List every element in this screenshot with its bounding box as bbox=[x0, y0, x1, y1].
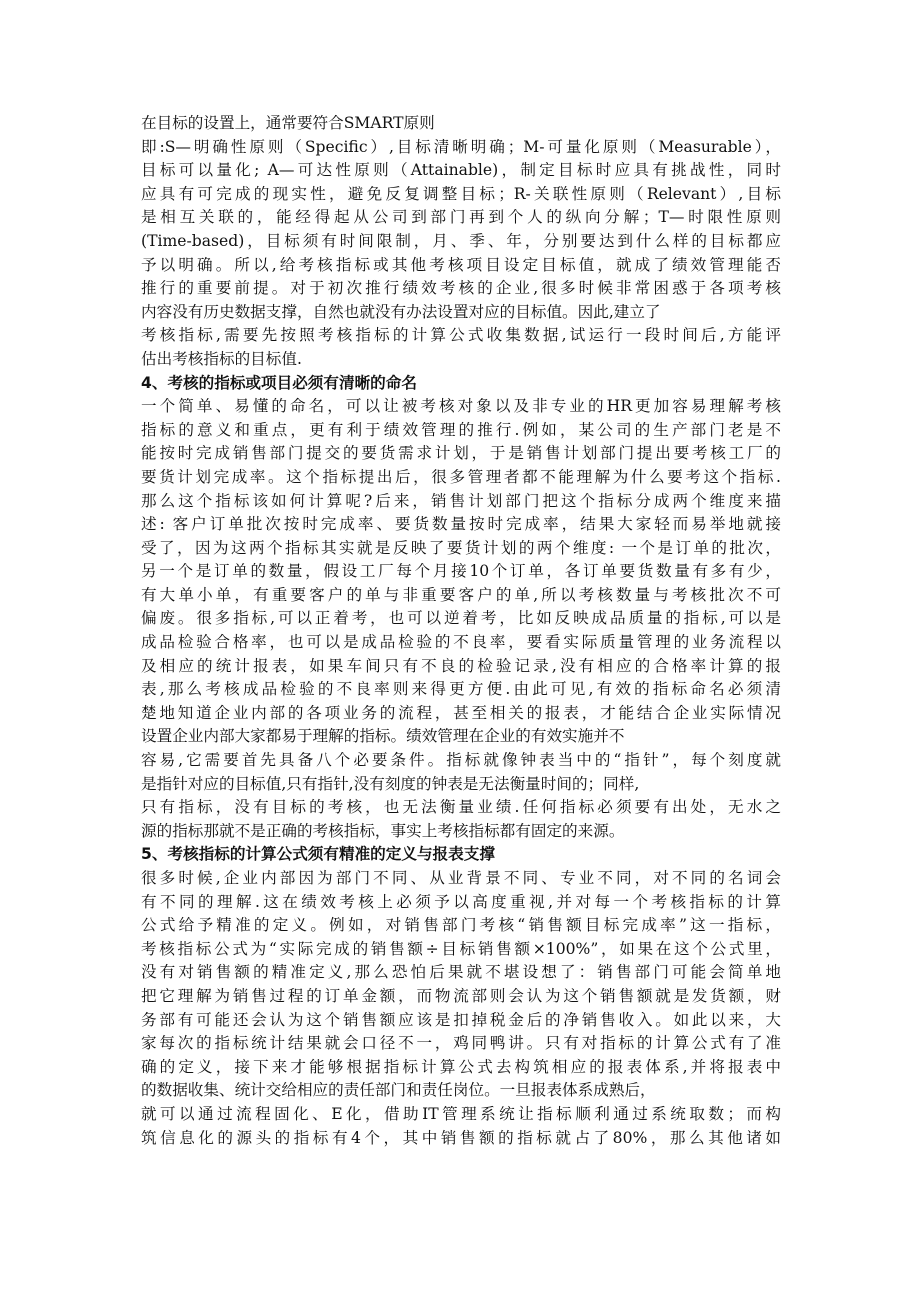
text-line: 务部有可能还会认为这个销售额应该是扣掉税金后的净销售收入。如此以来，大 bbox=[141, 1010, 781, 1029]
document-body bbox=[141, 112, 781, 1150]
text-line: 是指针对应的目标值,只有指针,没有刻度的钟表是无法衡量时间的；同样, bbox=[141, 774, 640, 793]
text-line: 源的指标那就不是正确的考核指标，事实上考核指标都有固定的来源。 bbox=[141, 821, 625, 840]
text-line: 容易,它需要首先具备八个必要条件。指标就像钟表当中的“指针”，每个刻度就 bbox=[141, 751, 781, 770]
text-line: 在目标的设置上，通常要符合SMART原则 bbox=[141, 114, 435, 132]
text-line: 确的定义，接下来才能够根据指标计算公式去构筑相应的报表体系,并将报表中 bbox=[141, 1057, 781, 1076]
text-line: 予以明确。所以,给考核指标或其他考核项目设定目标值，就成了绩效管理能否 bbox=[141, 255, 781, 274]
text-line: 及相应的统计报表，如果车间只有不良的检验记录,没有相应的合格率计算的报 bbox=[141, 656, 781, 675]
text-line: 楚地知道企业内部的各项业务的流程，甚至相关的报表，才能结合企业实际情况 bbox=[141, 703, 781, 722]
text-line: 家每次的指标统计结果就会口径不一，鸡同鸭讲。只有对指标的计算公式有了准 bbox=[141, 1034, 781, 1053]
text-line: 受了，因为这两个指标其实就是反映了要货计划的两个维度: 一个是订单的批次， bbox=[141, 538, 781, 557]
text-line: 把它理解为销售过程的订单金额，而物流部则会认为这个销售额就是发货额，财 bbox=[141, 986, 781, 1005]
text-line: 另一个是订单的数量，假设工厂每个月接10个订单，各订单要货数量有多有少， bbox=[141, 562, 781, 581]
text-line: 应具有可完成的现实性，避免反复调整目标；R-关联性原则（Relevant）,目标 bbox=[141, 184, 781, 203]
text-line: 有不同的理解.这在绩效考核上必须予以高度重视,并对每一个考核指标的计算 bbox=[141, 892, 781, 911]
text-line: 设置企业内部大家都易于理解的指标。绩效管理在企业的有效实施并不 bbox=[141, 727, 625, 746]
text-line: 能按时完成销售部门提交的要货需求计划，于是销售计划部门提出要考核工厂的 bbox=[141, 444, 781, 463]
section-heading: 5、考核指标的计算公式须有精准的定义与报表支撑 bbox=[141, 845, 495, 864]
text-line: 述: 客户订单批次按时完成率、要货数量按时完成率，结果大家轻而易举地就接 bbox=[141, 515, 781, 534]
text-line: 考核指标公式为“实际完成的销售额÷目标销售额×100%”，如果在这个公式里， bbox=[141, 939, 781, 958]
section-heading: 4、考核的指标或项目必须有清晰的命名 bbox=[141, 373, 417, 392]
text-line: 的数据收集、统计交给相应的责任部门和责任岗位。一旦报表体系成熟后， bbox=[141, 1081, 656, 1100]
text-line: 筑信息化的源头的指标有4个，其中销售额的指标就占了80%，那么其他诸如 bbox=[141, 1128, 781, 1147]
text-line: 没有对销售额的精准定义,那么恐怕后果就不堪设想了：销售部门可能会简单地 bbox=[141, 963, 781, 982]
text-line: 很多时候,企业内部因为部门不同、从业背景不同、专业不同，对不同的名词会 bbox=[141, 869, 781, 887]
text-line: 目标可以量化; A—可达性原则（Attainable)，制定目标时应具有挑战性，同时 bbox=[141, 161, 781, 180]
text-line: 有大单小单，有重要客户的单与非重要客户的单,所以考核数量与考核批次不可 bbox=[141, 585, 781, 604]
text-line: 就可以通过流程固化、E化，借助IT管理系统让指标顺利通过系统取数；而构 bbox=[141, 1104, 781, 1123]
text-line: 只有指标，没有目标的考核，也无法衡量业绩.任何指标必须要有出处，无水之 bbox=[141, 798, 781, 817]
text-line: 一个简单、易懂的命名，可以让被考核对象以及非专业的HR更加容易理解考核 bbox=[141, 397, 781, 416]
text-line: 即:S—明确性原则（Specific）,目标清晰明确；M-可量化原则（Measurable）， bbox=[141, 137, 781, 156]
text-line: 内容没有历史数据支撑，自然也就没有办法设置对应的目标值。因此,建立了 bbox=[141, 302, 661, 321]
text-line: 偏废。很多指标,可以正着考，也可以逆着考，比如反映成品质量的指标,可以是 bbox=[141, 609, 781, 628]
text-line: 估出考核指标的目标值. bbox=[141, 349, 302, 368]
text-line: 那么这个指标该如何计算呢?后来，销售计划部门把这个指标分成两个维度来描 bbox=[141, 491, 781, 510]
text-line: (Time-based)，目标须有时间限制，月、季、年，分别要达到什么样的目标都应 bbox=[141, 231, 781, 250]
text-line: 指标的意义和重点，更有利于绩效管理的推行.例如，某公司的生产部门老是不 bbox=[141, 420, 781, 439]
text-line: 考核指标,需要先按照考核指标的计算公式收集数据,试运行一段时间后,方能评 bbox=[141, 326, 781, 345]
text-line: 成品检验合格率，也可以是成品检验的不良率，要看实际质量管理的业务流程以 bbox=[141, 633, 781, 652]
text-line: 是相互关联的，能经得起从公司到部门再到个人的纵向分解；T—时限性原则 bbox=[141, 208, 781, 227]
text-line: 推行的重要前提。对于初次推行绩效考核的企业,很多时候非常困惑于各项考核 bbox=[141, 279, 781, 298]
text-line: 表,那么考核成品检验的不良率则来得更方便.由此可见,有效的指标命名必须清 bbox=[141, 680, 781, 699]
document-page bbox=[141, 112, 781, 1150]
text-line: 要货计划完成率。这个指标提出后，很多管理者都不能理解为什么要考这个指标. bbox=[141, 467, 781, 486]
text-line: 公式给予精准的定义。例如，对销售部门考核“销售额目标完成率”这一指标， bbox=[141, 916, 781, 935]
